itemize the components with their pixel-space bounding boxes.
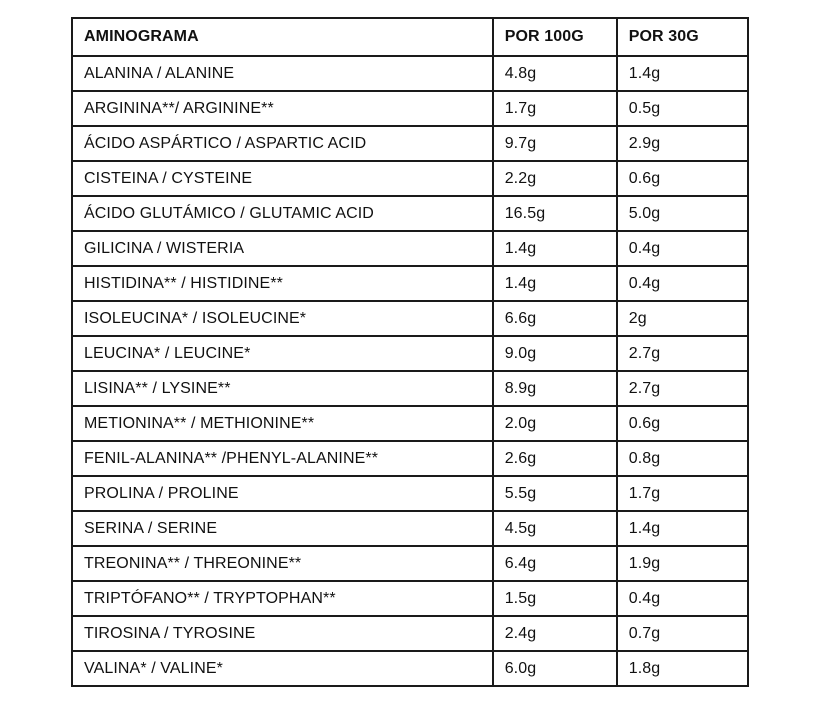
header-per-100g: POR 100G [493,18,617,56]
table-row [72,196,748,231]
value-per-100g: 2.6g [493,441,617,476]
value-per-30g: 0.7g [617,616,748,651]
value-per-100g: 2.0g [493,406,617,441]
value-per-30g: 2.7g [617,336,748,371]
value-per-30g: 0.6g [617,406,748,441]
amino-acid-name: GILICINA / WISTERIA [72,231,493,266]
table-row [72,231,748,266]
value-per-100g: 9.7g [493,126,617,161]
value-per-30g: 1.4g [617,511,748,546]
value-per-30g: 1.7g [617,476,748,511]
table-header-row [72,18,748,56]
table-row [72,546,748,581]
amino-acid-name: LEUCINA* / LEUCINE* [72,336,493,371]
value-per-30g: 0.8g [617,441,748,476]
value-per-100g: 5.5g [493,476,617,511]
amino-acid-name: FENIL-ALANINA** /PHENYL-ALANINE** [72,441,493,476]
table-row [72,161,748,196]
value-per-30g: 0.4g [617,581,748,616]
amino-acid-name: TRIPTÓFANO** / TRYPTOPHAN** [72,581,493,616]
value-per-100g: 1.4g [493,266,617,301]
value-per-100g: 2.2g [493,161,617,196]
table-row [72,301,748,336]
table-row [72,476,748,511]
amino-acid-name: PROLINA / PROLINE [72,476,493,511]
table-row [72,266,748,301]
value-per-100g: 4.8g [493,56,617,91]
value-per-100g: 4.5g [493,511,617,546]
amino-acid-name: ARGININA**/ ARGININE** [72,91,493,126]
amino-acid-name: ISOLEUCINA* / ISOLEUCINE* [72,301,493,336]
header-aminogram: AMINOGRAMA [72,18,493,56]
amino-acid-name: TIROSINA / TYROSINE [72,616,493,651]
amino-acid-name: METIONINA** / METHIONINE** [72,406,493,441]
amino-acid-name: ALANINA / ALANINE [72,56,493,91]
amino-acid-name: SERINA / SERINE [72,511,493,546]
value-per-100g: 8.9g [493,371,617,406]
value-per-100g: 1.5g [493,581,617,616]
value-per-30g: 0.4g [617,266,748,301]
aminogram-table [71,17,749,687]
table-row [72,616,748,651]
value-per-30g: 2g [617,301,748,336]
amino-acid-name: CISTEINA / CYSTEINE [72,161,493,196]
value-per-30g: 0.4g [617,231,748,266]
table-row [72,511,748,546]
header-per-30g: POR 30G [617,18,748,56]
value-per-30g: 1.8g [617,651,748,686]
value-per-100g: 16.5g [493,196,617,231]
value-per-30g: 0.6g [617,161,748,196]
value-per-30g: 1.4g [617,56,748,91]
table-row [72,126,748,161]
value-per-100g: 2.4g [493,616,617,651]
table-row [72,651,748,686]
value-per-100g: 1.7g [493,91,617,126]
table-row [72,56,748,91]
value-per-30g: 1.9g [617,546,748,581]
table-row [72,441,748,476]
table-row [72,406,748,441]
amino-acid-name: TREONINA** / THREONINE** [72,546,493,581]
table-row [72,91,748,126]
amino-acid-name: LISINA** / LYSINE** [72,371,493,406]
amino-acid-name: ÁCIDO GLUTÁMICO / GLUTAMIC ACID [72,196,493,231]
amino-acid-name: VALINA* / VALINE* [72,651,493,686]
table-row [72,336,748,371]
value-per-100g: 1.4g [493,231,617,266]
amino-acid-name: HISTIDINA** / HISTIDINE** [72,266,493,301]
table-row [72,371,748,406]
value-per-30g: 5.0g [617,196,748,231]
value-per-30g: 2.9g [617,126,748,161]
amino-acid-name: ÁCIDO ASPÁRTICO / ASPARTIC ACID [72,126,493,161]
value-per-100g: 6.6g [493,301,617,336]
value-per-100g: 6.0g [493,651,617,686]
value-per-100g: 9.0g [493,336,617,371]
value-per-100g: 6.4g [493,546,617,581]
value-per-30g: 0.5g [617,91,748,126]
table-body [72,56,748,686]
table-row [72,581,748,616]
value-per-30g: 2.7g [617,371,748,406]
